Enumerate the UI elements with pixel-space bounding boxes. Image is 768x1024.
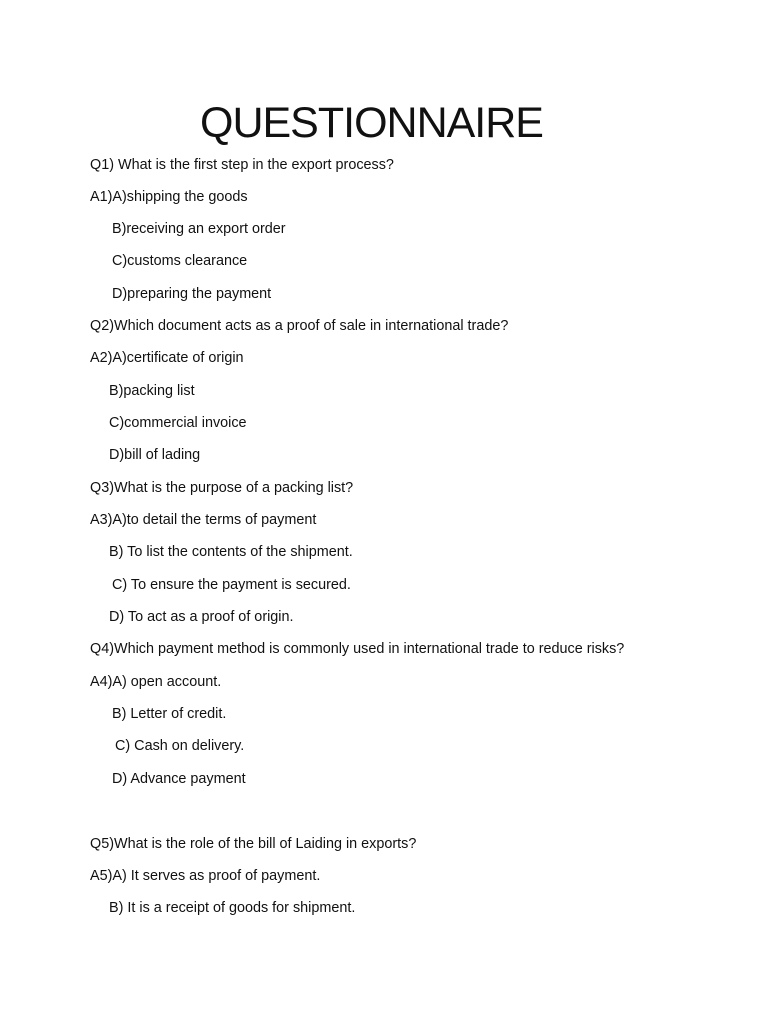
answer-4-option-b: B) Letter of credit.	[112, 706, 227, 722]
page-title: QUESTIONNAIRE	[200, 99, 543, 147]
answer-3-option-b: B) To list the contents of the shipment.	[109, 544, 353, 560]
answer-4-option-a: A4)A) open account.	[90, 674, 222, 690]
answer-2-option-a: A2)A)certificate of origin	[90, 350, 244, 366]
question-5: Q5)What is the role of the bill of Laiding in exports?	[90, 836, 417, 852]
answer-2-option-d: D)bill of lading	[109, 447, 201, 463]
question-3: Q3)What is the purpose of a packing list?	[90, 480, 354, 496]
answer-3-option-d: D) To act as a proof of origin.	[109, 609, 294, 625]
answer-3-option-a: A3)A)to detail the terms of payment	[90, 512, 317, 528]
answer-4-option-d: D) Advance payment	[112, 771, 246, 787]
answer-1-option-d: D)preparing the payment	[112, 286, 272, 302]
answer-5-option-b: B) It is a receipt of goods for shipment.	[109, 900, 356, 916]
answer-1-option-c: C)customs clearance	[112, 253, 248, 269]
answer-4-option-c: C) Cash on delivery.	[115, 738, 245, 754]
answer-2-option-b: B)packing list	[109, 383, 195, 399]
question-1: Q1) What is the first step in the export process?	[90, 157, 394, 173]
answer-5-option-a: A5)A) It serves as proof of payment.	[90, 868, 321, 884]
answer-1-option-a: A1)A)shipping the goods	[90, 189, 248, 205]
question-4: Q4)Which payment method is commonly used in international trade to reduce risks?	[90, 641, 625, 657]
answer-3-option-c: C) To ensure the payment is secured.	[112, 577, 351, 593]
question-2: Q2)Which document acts as a proof of sale in international trade?	[90, 318, 509, 334]
answer-2-option-c: C)commercial invoice	[109, 415, 247, 431]
answer-1-option-b: B)receiving an export order	[112, 221, 286, 237]
